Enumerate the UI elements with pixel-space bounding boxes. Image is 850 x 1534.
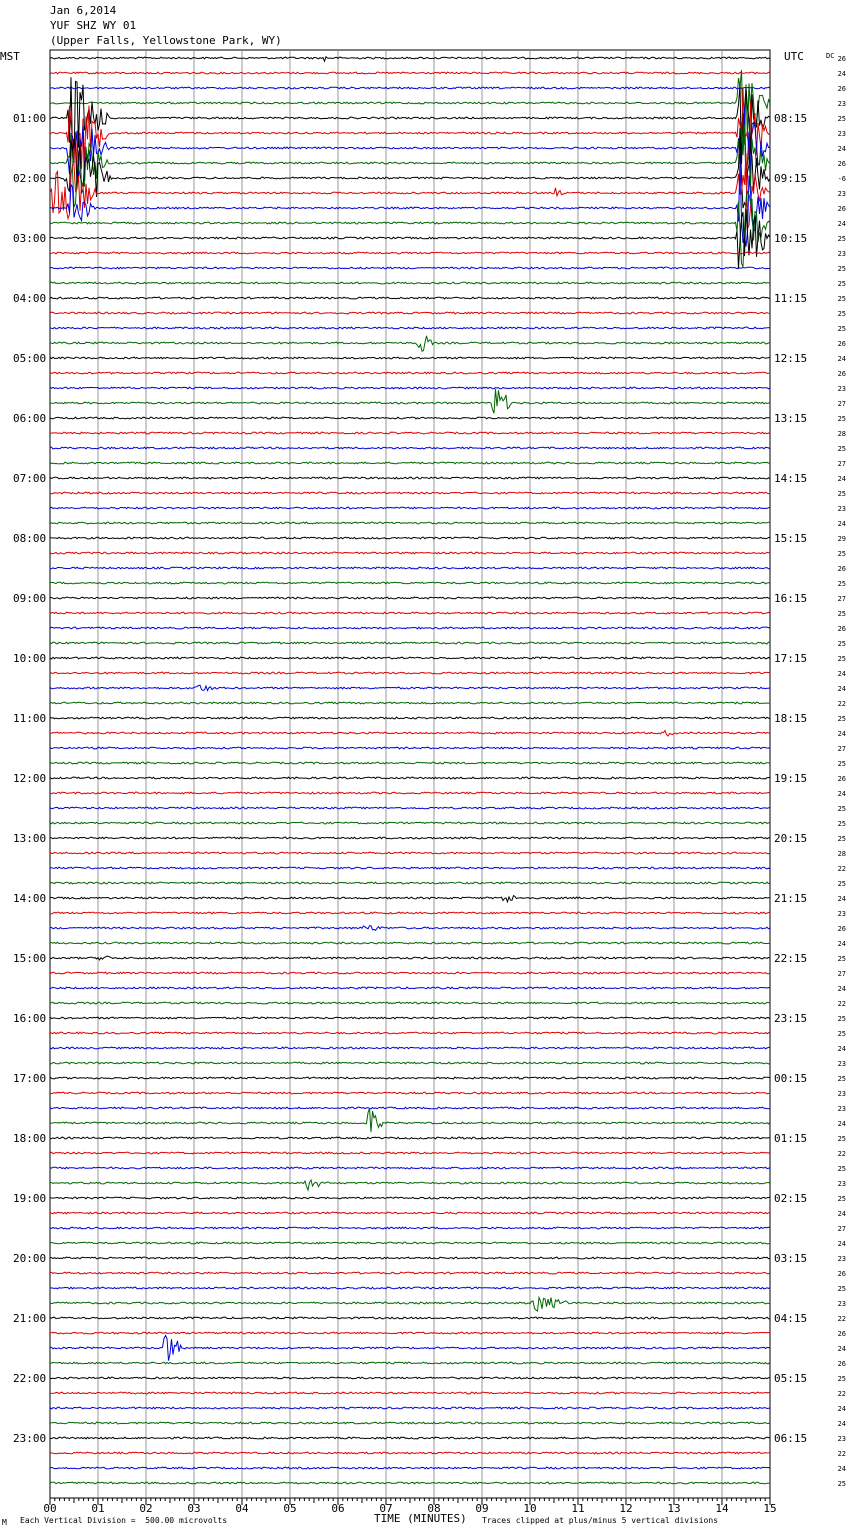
- hour-label-right: 05:15: [774, 1372, 808, 1385]
- hour-label-right: 18:15: [774, 712, 808, 725]
- dc-offset-value: 27: [837, 400, 846, 408]
- dc-offset-value: 26: [837, 340, 846, 348]
- dc-offset-value: 25: [837, 1285, 846, 1293]
- dc-offset-value: 26: [837, 55, 846, 63]
- trace-row: [50, 537, 770, 539]
- dc-offset-value: 27: [837, 1225, 846, 1233]
- trace-row: [50, 312, 770, 314]
- trace-row: [50, 1272, 770, 1274]
- dc-offset-value: 24: [837, 790, 846, 798]
- trace-row: [50, 882, 770, 884]
- trace-row: [50, 522, 770, 524]
- dc-offset-value: 24: [837, 1045, 846, 1053]
- hour-label-right: 23:15: [774, 1012, 808, 1025]
- dc-offset-value: 26: [837, 1270, 846, 1278]
- dc-offset-value: 25: [837, 550, 846, 558]
- trace-row: [50, 1362, 770, 1364]
- trace-row: [50, 942, 770, 944]
- hour-label-left: 10:00: [13, 652, 47, 665]
- dc-offset-value: 25: [837, 1480, 846, 1488]
- x-tick-label: 08: [427, 1502, 441, 1515]
- dc-offset-value: 24: [837, 1210, 846, 1218]
- dc-offset-value: 28: [837, 430, 846, 438]
- trace-row: [50, 896, 770, 902]
- dc-offset-value: 23: [837, 190, 846, 198]
- hour-label-right: 20:15: [774, 832, 808, 845]
- hour-label-left: 23:00: [13, 1432, 47, 1445]
- dc-offset-value: 25: [837, 655, 846, 663]
- dc-offset-value: 25: [837, 1375, 846, 1383]
- dc-offset-value: 22: [837, 1315, 846, 1323]
- x-axis-label: TIME (MINUTES): [374, 1512, 467, 1525]
- dc-offset-value: 22: [837, 865, 846, 873]
- hour-label-right: 09:15: [774, 172, 808, 185]
- trace-row: [50, 432, 770, 434]
- x-tick-label: 12: [619, 1502, 633, 1515]
- dc-offset-value: 25: [837, 610, 846, 618]
- dc-offset-value: 25: [837, 115, 846, 123]
- trace-row: [50, 792, 770, 794]
- trace-row: [50, 672, 770, 674]
- hour-label-left: 15:00: [13, 952, 47, 965]
- dc-offset-value: 24: [837, 685, 846, 693]
- trace-row: [50, 88, 770, 172]
- trace-row: [50, 1317, 770, 1319]
- dc-offset-value: 24: [837, 145, 846, 153]
- dc-offset-value: -6: [837, 175, 846, 183]
- hour-label-right: 21:15: [774, 892, 808, 905]
- x-tick-label: 02: [139, 1502, 153, 1515]
- dc-offset-value: 27: [837, 745, 846, 753]
- dc-offset-value: 23: [837, 1060, 846, 1068]
- trace-row: [50, 417, 770, 419]
- trace-row: [50, 1227, 770, 1229]
- hour-label-left: 12:00: [13, 772, 47, 785]
- trace-row: [50, 837, 770, 839]
- right-timezone-label: UTC: [784, 50, 804, 63]
- hour-label-right: 15:15: [774, 532, 808, 545]
- trace-row: [50, 1180, 770, 1190]
- dc-offset-value: 24: [837, 475, 846, 483]
- trace-row: [50, 1167, 770, 1169]
- dc-offset-value: 25: [837, 715, 846, 723]
- dc-offset-value: 24: [837, 1240, 846, 1248]
- trace-row: [50, 777, 770, 779]
- trace-row: [50, 153, 770, 229]
- trace-row: [50, 1482, 770, 1484]
- dc-offset-value: 25: [837, 445, 846, 453]
- dc-offset-value: 26: [837, 1360, 846, 1368]
- trace-row: [50, 657, 770, 659]
- hour-label-right: 08:15: [774, 112, 808, 125]
- trace-row: [50, 1298, 770, 1312]
- x-tick-label: 00: [43, 1502, 57, 1515]
- hour-label-left: 01:00: [13, 112, 47, 125]
- plot-date: Jan 6,2014: [50, 4, 117, 17]
- trace-row: [50, 77, 770, 164]
- hour-label-left: 21:00: [13, 1312, 47, 1325]
- dc-offset-value: 26: [837, 370, 846, 378]
- dc-offset-value: 23: [837, 910, 846, 918]
- x-tick-label: 06: [331, 1502, 345, 1515]
- hour-label-left: 09:00: [13, 592, 47, 605]
- trace-row: [50, 852, 770, 854]
- trace-row: [50, 685, 770, 690]
- station-code: YUF SHZ WY 01: [50, 19, 137, 32]
- dc-offset-value: 24: [837, 730, 846, 738]
- trace-row: [50, 389, 770, 413]
- trace-row: [50, 357, 770, 359]
- trace-row: [50, 1452, 770, 1454]
- dc-offset-value: 25: [837, 955, 846, 963]
- dc-offset-value: 24: [837, 220, 846, 228]
- corner-mark: M: [2, 1518, 7, 1527]
- trace-row: [50, 956, 770, 960]
- dc-offset-value: 25: [837, 640, 846, 648]
- trace-row: [50, 1002, 770, 1004]
- dc-offset-value: 22: [837, 1390, 846, 1398]
- trace-row: [50, 822, 770, 824]
- trace-row: [50, 192, 770, 267]
- trace-row: [50, 612, 770, 614]
- hour-label-left: 19:00: [13, 1192, 47, 1205]
- dc-offset-value: 25: [837, 1075, 846, 1083]
- dc-offset-value: 24: [837, 1345, 846, 1353]
- dc-offset-value: 24: [837, 520, 846, 528]
- trace-row: [50, 1197, 770, 1199]
- dc-offset-value: 22: [837, 1150, 846, 1158]
- trace-row: [50, 1137, 770, 1139]
- trace-row: [50, 1437, 770, 1439]
- hour-label-left: 05:00: [13, 352, 47, 365]
- x-tick-label: 10: [523, 1502, 537, 1515]
- dc-offset-value: 25: [837, 805, 846, 813]
- dc-column-header: DC: [826, 52, 835, 60]
- hour-label-right: 17:15: [774, 652, 808, 665]
- dc-offset-value: 23: [837, 1090, 846, 1098]
- dc-offset-value: 24: [837, 940, 846, 948]
- dc-offset-value: 24: [837, 355, 846, 363]
- dc-offset-value: 25: [837, 415, 846, 423]
- trace-row: [50, 582, 770, 584]
- hour-label-right: 06:15: [774, 1432, 808, 1445]
- hour-label-right: 12:15: [774, 352, 808, 365]
- trace-row: [50, 1017, 770, 1019]
- dc-offset-value: 25: [837, 1135, 846, 1143]
- dc-offset-value: 25: [837, 1165, 846, 1173]
- trace-row: [50, 1108, 770, 1132]
- dc-offset-value: 23: [837, 385, 846, 393]
- dc-offset-value: 25: [837, 1015, 846, 1023]
- dc-offset-value: 23: [837, 250, 846, 258]
- x-tick-label: 07: [379, 1502, 393, 1515]
- x-tick-label: 05: [283, 1502, 297, 1515]
- x-tick-label: 04: [235, 1502, 249, 1515]
- dc-offset-value: 26: [837, 565, 846, 573]
- dc-offset-value: 25: [837, 1195, 846, 1203]
- dc-offset-value: 25: [837, 1030, 846, 1038]
- dc-offset-value: 26: [837, 160, 846, 168]
- dc-offset-value: 25: [837, 835, 846, 843]
- hour-label-right: 14:15: [774, 472, 808, 485]
- trace-row: [50, 1336, 770, 1361]
- trace-row: [50, 1422, 770, 1424]
- clip-note: Traces clipped at plus/minus 5 vertical divisions: [482, 1516, 719, 1525]
- hour-label-left: 20:00: [13, 1252, 47, 1265]
- trace-row: [50, 1152, 770, 1154]
- dc-offset-value: 25: [837, 310, 846, 318]
- trace-row: [50, 747, 770, 749]
- trace-row: [50, 642, 770, 644]
- hour-label-left: 08:00: [13, 532, 47, 545]
- dc-offset-value: 25: [837, 235, 846, 243]
- trace-row: [50, 387, 770, 389]
- trace-row: [50, 282, 770, 284]
- x-tick-label: 15: [763, 1502, 777, 1515]
- trace-row: [50, 912, 770, 914]
- dc-offset-value: 24: [837, 1405, 846, 1413]
- trace-row: [50, 336, 770, 352]
- hour-label-right: 02:15: [774, 1192, 808, 1205]
- vertical-scale-note: Each Vertical Division = 500.00 microvolts: [20, 1516, 228, 1525]
- trace-row: [50, 1092, 770, 1094]
- x-tick-label: 01: [91, 1502, 105, 1515]
- dc-offset-value: 23: [837, 505, 846, 513]
- trace-row: [50, 1047, 770, 1049]
- trace-row: [50, 702, 770, 704]
- trace-row: [50, 807, 770, 809]
- dc-offset-value: 27: [837, 970, 846, 978]
- dc-offset-value: 24: [837, 670, 846, 678]
- dc-offset-value: 25: [837, 325, 846, 333]
- hour-label-left: 07:00: [13, 472, 47, 485]
- hour-label-left: 04:00: [13, 292, 47, 305]
- x-tick-label: 14: [715, 1502, 729, 1515]
- hour-label-left: 17:00: [13, 1072, 47, 1085]
- dc-offset-value: 23: [837, 130, 846, 138]
- hour-label-right: 13:15: [774, 412, 808, 425]
- dc-offset-value: 25: [837, 580, 846, 588]
- trace-row: [50, 762, 770, 764]
- trace-row: [50, 1407, 770, 1409]
- trace-row: [50, 717, 770, 719]
- dc-offset-value: 23: [837, 1180, 846, 1188]
- dc-offset-value: 25: [837, 490, 846, 498]
- trace-row: [50, 1077, 770, 1079]
- hour-label-right: 10:15: [774, 232, 808, 245]
- trace-row: [50, 252, 770, 254]
- dc-offset-value: 25: [837, 760, 846, 768]
- trace-row: [50, 567, 770, 569]
- hour-label-left: 03:00: [13, 232, 47, 245]
- trace-row: [50, 552, 770, 554]
- trace-row: [50, 627, 770, 629]
- hour-label-right: 01:15: [774, 1132, 808, 1145]
- dc-offset-value: 26: [837, 85, 846, 93]
- trace-row: [50, 1257, 770, 1259]
- dc-offset-value: 29: [837, 535, 846, 543]
- dc-offset-value: 24: [837, 1420, 846, 1428]
- trace-row: [50, 159, 770, 247]
- trace-row: [50, 87, 770, 89]
- trace-row: [50, 867, 770, 869]
- dc-offset-value: 22: [837, 1450, 846, 1458]
- dc-offset-value: 27: [837, 460, 846, 468]
- dc-offset-value: 24: [837, 1465, 846, 1473]
- trace-row: [50, 1392, 770, 1394]
- dc-offset-value: 25: [837, 280, 846, 288]
- trace-row: [50, 1212, 770, 1214]
- trace-row: [50, 447, 770, 449]
- dc-offset-value: 23: [837, 1435, 846, 1443]
- dc-offset-value: 26: [837, 775, 846, 783]
- trace-row: [50, 297, 770, 299]
- trace-row: [50, 327, 770, 329]
- trace-row: [50, 972, 770, 974]
- dc-offset-value: 25: [837, 265, 846, 273]
- dc-offset-value: 24: [837, 1120, 846, 1128]
- hour-label-left: 18:00: [13, 1132, 47, 1145]
- trace-row: [50, 926, 770, 931]
- hour-label-right: 04:15: [774, 1312, 808, 1325]
- trace-row: [50, 72, 770, 74]
- dc-offset-value: 23: [837, 1255, 846, 1263]
- dc-offset-value: 24: [837, 985, 846, 993]
- hour-label-right: 16:15: [774, 592, 808, 605]
- trace-row: [50, 477, 770, 479]
- hour-label-right: 19:15: [774, 772, 808, 785]
- trace-row: [50, 1062, 770, 1064]
- trace-row: [50, 1377, 770, 1379]
- trace-row: [50, 57, 770, 62]
- dc-offset-value: 25: [837, 295, 846, 303]
- trace-row: [50, 1107, 770, 1109]
- hour-label-right: 03:15: [774, 1252, 808, 1265]
- left-timezone-label: MST: [0, 50, 20, 63]
- hour-label-left: 06:00: [13, 412, 47, 425]
- x-tick-label: 13: [667, 1502, 681, 1515]
- hour-label-left: 14:00: [13, 892, 47, 905]
- hour-label-left: 11:00: [13, 712, 47, 725]
- trace-row: [50, 1032, 770, 1034]
- hour-label-left: 16:00: [13, 1012, 47, 1025]
- trace-row: [50, 1332, 770, 1334]
- trace-row: [50, 462, 770, 464]
- trace-row: [50, 128, 770, 208]
- hour-label-right: 00:15: [774, 1072, 808, 1085]
- station-location: (Upper Falls, Yellowstone Park, WY): [50, 34, 282, 47]
- dc-offset-value: 26: [837, 205, 846, 213]
- trace-row: [50, 267, 770, 269]
- trace-row: [50, 597, 770, 599]
- dc-offset-value: 26: [837, 1330, 846, 1338]
- trace-row: [50, 1287, 770, 1289]
- dc-offset-value: 26: [837, 925, 846, 933]
- trace-row: [50, 209, 770, 269]
- trace-row: [50, 1467, 770, 1469]
- trace-row: [50, 1242, 770, 1244]
- trace-row: [50, 507, 770, 509]
- dc-offset-value: 22: [837, 1000, 846, 1008]
- dc-offset-value: 24: [837, 70, 846, 78]
- trace-row: [50, 123, 770, 208]
- trace-row: [50, 987, 770, 989]
- trace-row: [50, 731, 770, 737]
- dc-offset-value: 26: [837, 625, 846, 633]
- dc-offset-value: 25: [837, 820, 846, 828]
- hour-label-left: 22:00: [13, 1372, 47, 1385]
- x-tick-label: 09: [475, 1502, 489, 1515]
- dc-offset-value: 28: [837, 850, 846, 858]
- hour-label-right: 11:15: [774, 292, 808, 305]
- dc-offset-value: 23: [837, 100, 846, 108]
- hour-label-right: 22:15: [774, 952, 808, 965]
- trace-row: [50, 492, 770, 494]
- hour-label-left: 13:00: [13, 832, 47, 845]
- x-tick-label: 03: [187, 1502, 201, 1515]
- dc-offset-value: 27: [837, 595, 846, 603]
- x-tick-label: 11: [571, 1502, 585, 1515]
- hour-label-left: 02:00: [13, 172, 47, 185]
- dc-offset-value: 24: [837, 895, 846, 903]
- dc-offset-value: 23: [837, 1300, 846, 1308]
- dc-offset-value: 22: [837, 700, 846, 708]
- dc-offset-value: 25: [837, 880, 846, 888]
- dc-offset-value: 23: [837, 1105, 846, 1113]
- trace-row: [50, 372, 770, 374]
